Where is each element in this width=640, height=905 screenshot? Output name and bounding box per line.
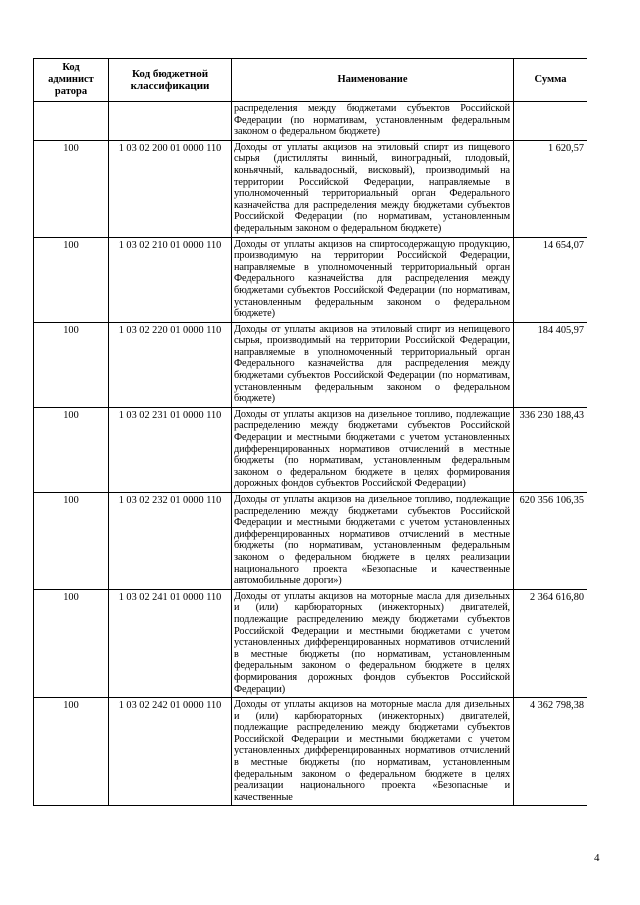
table-header-row <box>34 59 588 102</box>
amount-cell: 14 654,07 <box>514 237 588 322</box>
page-number: 4 <box>594 852 600 864</box>
header-name: Наименование <box>232 59 514 102</box>
name-cell: Доходы от уплаты акцизов на моторные масла для дизельных и (или) карбюраторных (инжекторных) двигателей, подлежащие распределению между бюджетами субъектов Российской Федерации и местными бюджетами с учетом установленных дифференцированных нормативов отчислений в местные бюджеты (по нормативам, установленным федеральным законом о федеральном бюджете в целях реализации национального проекта «Безопасные и качественные <box>232 698 514 806</box>
budget-code-cell: 1 03 02 200 01 0000 110 <box>109 140 232 237</box>
table-row-continuation <box>34 102 588 141</box>
budget-code-cell: 1 03 02 241 01 0000 110 <box>109 589 232 697</box>
admin-code-cell <box>34 102 109 141</box>
admin-code-cell: 100 <box>34 493 109 590</box>
admin-code-cell: 100 <box>34 237 109 322</box>
admin-code-cell: 100 <box>34 589 109 697</box>
name-cell: Доходы от уплаты акцизов на дизельное топливо, подлежащие распределению между бюджетами субъектов Российской Федерации и местными бюджетами с учетом установленных дифференцированных нормативов отчислений в местные бюджеты (по нормативам, установленным федеральным законом о федеральном бюджете в целях реализации национального проекта «Безопасные и качественные автомобильные дороги») <box>232 493 514 590</box>
admin-code-cell: 100 <box>34 140 109 237</box>
admin-code-cell: 100 <box>34 407 109 492</box>
table-row <box>34 698 588 806</box>
amount-cell <box>514 102 588 141</box>
header-admin-code-line-1: Код <box>62 62 80 73</box>
name-cell: Доходы от уплаты акцизов на спиртосодержащую продукцию, производимую на территории Российской Федерации, направляемые в уполномоченный территориальный орган Федерального казначейства для распределения между бюджетами субъектов Российской Федерации (по нормативам, установленным федеральным законом о федеральном бюджете) <box>232 237 514 322</box>
admin-code-cell: 100 <box>34 322 109 407</box>
budget-code-cell: 1 03 02 231 01 0000 110 <box>109 407 232 492</box>
header-admin-code-line-2: админист <box>48 74 94 85</box>
name-cell: Доходы от уплаты акцизов на дизельное топливо, подлежащие распределению между бюджетами субъектов Российской Федерации и местными бюджетами с учетом установленных дифференцированных нормативов отчислений в местные бюджеты (по нормативам, установленным федеральным законом о федеральном бюджете в целях формирования дорожных фондов субъектов Российской Федерации) <box>232 407 514 492</box>
header-admin-code-line-3: ратора <box>54 86 88 97</box>
header-budget-code-line-1: Код бюджетной <box>131 68 209 80</box>
table-row <box>34 140 588 237</box>
header-budget-code <box>109 59 232 102</box>
budget-code-cell: 1 03 02 220 01 0000 110 <box>109 322 232 407</box>
amount-cell: 336 230 188,43 <box>514 407 588 492</box>
amount-cell: 1 620,57 <box>514 140 588 237</box>
amount-cell: 4 362 798,38 <box>514 698 588 806</box>
header-amount: Сумма <box>514 59 588 102</box>
table-row <box>34 407 588 492</box>
budget-code-cell <box>109 102 232 141</box>
budget-code-cell: 1 03 02 210 01 0000 110 <box>109 237 232 322</box>
table-row <box>34 322 588 407</box>
name-cell: Доходы от уплаты акцизов на этиловый спирт из непищевого сырья, производимый на территории Российской Федерации, направляемые в уполномоченный территориальный орган Федерального казначейства для распределения между бюджетами субъектов Российской Федерации (по нормативам, установленным федеральным законом о федеральном бюджете) <box>232 322 514 407</box>
table-row <box>34 589 588 697</box>
table-row <box>34 493 588 590</box>
name-cell: Доходы от уплаты акцизов на этиловый спирт из пищевого сырья (дистилляты винный, виноградный, плодовый, коньячный, кальвадосный, висковый), производимый на территории Российской Федерации, направляемые в уполномоченный территориальный орган Федерального казначейства для распределения между бюджетами субъектов Российской Федерации (по нормативам, установленным федеральным законом о федеральном бюджете) <box>232 140 514 237</box>
header-admin-code <box>34 59 109 102</box>
budget-code-cell: 1 03 02 232 01 0000 110 <box>109 493 232 590</box>
name-cell: распределения между бюджетами субъектов Российской Федерации (по нормативам, установленным федеральным законом о федеральном бюджете) <box>232 102 514 141</box>
amount-cell: 184 405,97 <box>514 322 588 407</box>
admin-code-cell: 100 <box>34 698 109 806</box>
budget-revenue-table <box>33 58 587 806</box>
name-cell: Доходы от уплаты акцизов на моторные масла для дизельных и (или) карбюраторных (инжекторных) двигателей, подлежащие распределению между бюджетами субъектов Российской Федерации и местными бюджетами с учетом установленных дифференцированных нормативов отчислений в местные бюджеты (по нормативам, установленным федеральным законом о федеральном бюджете в целях формирования дорожных фондов субъектов Российской Федерации) <box>232 589 514 697</box>
amount-cell: 620 356 106,35 <box>514 493 588 590</box>
budget-table-wrapper <box>33 58 587 848</box>
budget-code-cell: 1 03 02 242 01 0000 110 <box>109 698 232 806</box>
amount-cell: 2 364 616,80 <box>514 589 588 697</box>
table-row <box>34 237 588 322</box>
header-budget-code-line-2: классификации <box>130 80 210 92</box>
